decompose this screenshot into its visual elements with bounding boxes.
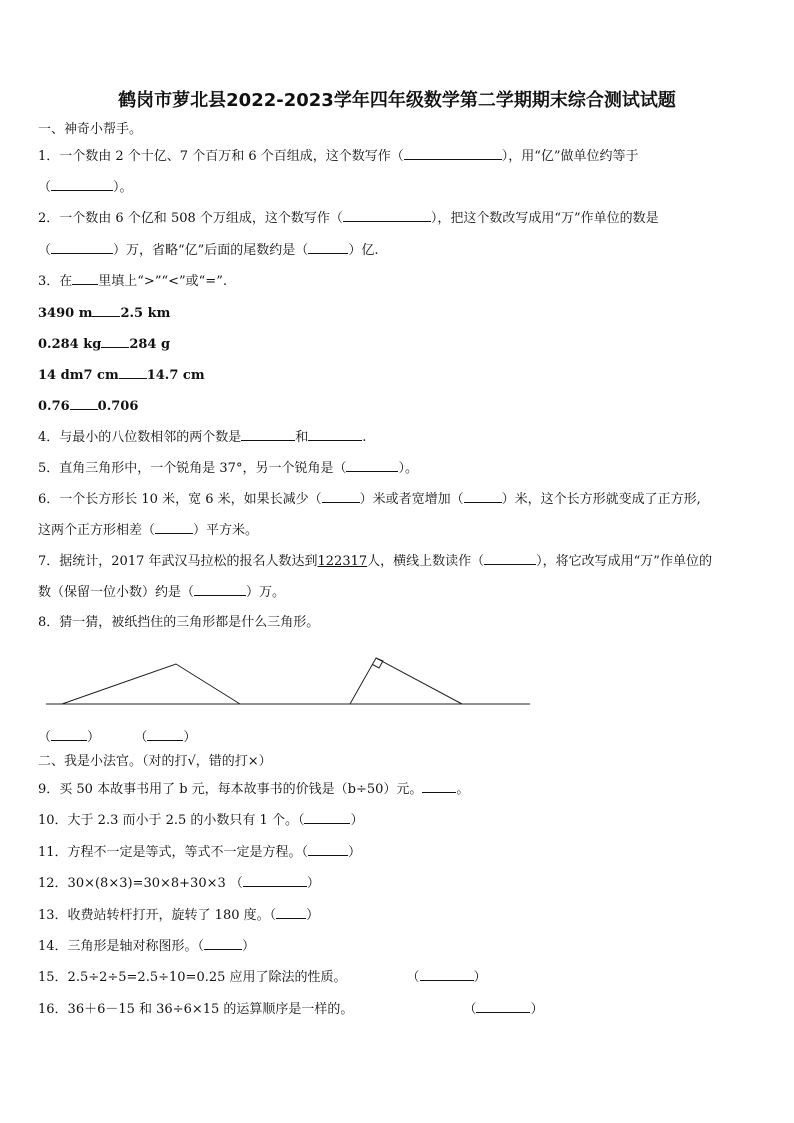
answer-blank[interactable]: [51, 178, 113, 191]
question-5: 5．直角三角形中，一个锐角是 37°，另一个锐角是（ ）。: [38, 461, 418, 476]
question-7-line2: 数（保留一位小数）约是（ ）万。: [38, 585, 286, 600]
compare-item: 14 dm7 cm 14.7 cm: [38, 368, 205, 383]
answer-blank[interactable]: [241, 428, 295, 441]
question-10: 10．大于 2.3 而小于 2.5 的小数只有 1 个。（ ）: [38, 813, 364, 828]
answer-blank[interactable]: [147, 728, 183, 741]
answer-blank[interactable]: [119, 366, 147, 379]
answer-blank[interactable]: [155, 521, 193, 534]
page-title: 鹤岗市萝北县2022-2023学年四年级数学第二学期期末综合测试试题: [118, 90, 676, 111]
answer-blank[interactable]: [276, 906, 306, 919]
question-7-line1: 7．据统计，2017 年武汉马拉松的报名人数达到122317人，横线上数读作（ ），将它改写成用“万”作单位的: [38, 554, 712, 569]
answer-blank[interactable]: [476, 1000, 530, 1013]
question-12: 12．30×(8×3)=30×8+30×3 （ ）: [38, 876, 320, 891]
answer-blank[interactable]: [420, 968, 474, 981]
answer-blank[interactable]: [72, 272, 98, 285]
answer-blank[interactable]: [101, 335, 129, 348]
answer-blank[interactable]: [422, 780, 456, 793]
question-13: 13．收费站转杆打开，旋转了 180 度。（ ）: [38, 908, 320, 923]
compare-item: 0.76 0.706: [38, 399, 139, 414]
question-15: 15．2.5÷2÷5=2.5÷10=0.25 应用了除法的性质。 （ ）: [38, 970, 487, 985]
question-8: 8．猜一猜，被纸挡住的三角形都是什么三角形。: [38, 615, 320, 630]
answer-blank[interactable]: [322, 490, 360, 503]
answer-blank[interactable]: [343, 209, 431, 222]
hidden-triangles-figure: [38, 654, 538, 714]
answer-blank[interactable]: [308, 428, 362, 441]
section-2-heading: 二、我是小法官。（对的打√，错的打×）: [38, 754, 272, 769]
answer-blank[interactable]: [308, 843, 348, 856]
question-6-line1: 6．一个长方形长 10 米，宽 6 米，如果长减少（ ）米或者宽增加（ ）米，这个长方形就变成了正方形,: [38, 492, 701, 507]
triangle-2-partial: [350, 658, 462, 704]
question-8-answers: （ ） （ ）: [38, 730, 197, 745]
question-16: 16．36＋6－15 和 36÷6×15 的运算顺序是一样的。 （ ）: [38, 1002, 544, 1017]
question-9: 9．买 50 本故事书用了 b 元，每本故事书的价钱是（b÷50）元。 。: [38, 782, 470, 797]
answer-blank[interactable]: [51, 241, 113, 254]
answer-blank[interactable]: [194, 583, 246, 596]
answer-blank[interactable]: [51, 728, 87, 741]
section-1-heading: 一、神奇小帮手。: [38, 122, 143, 137]
question-6-line2: 这两个正方形相差（ ）平方米。: [38, 523, 259, 538]
answer-blank[interactable]: [484, 552, 536, 565]
question-1-line1: 1．一个数由 2 个十亿、7 个百万和 6 个百组成，这个数写作（ ），用“亿”做单位约等于: [38, 149, 639, 164]
answer-blank[interactable]: [92, 304, 120, 317]
answer-blank[interactable]: [243, 874, 307, 887]
question-3-prompt: 3．在 里填上“>”“<”或“=”.: [38, 274, 227, 289]
triangle-1-partial: [62, 664, 240, 704]
compare-item: 0.284 kg 284 g: [38, 337, 171, 352]
question-2-line2: （ ）万，省略“亿”后面的尾数约是（ ）亿.: [38, 243, 379, 258]
answer-blank[interactable]: [404, 147, 502, 160]
question-14: 14．三角形是轴对称图形。（ ）: [38, 939, 256, 954]
question-1-line2: （ ）。: [38, 180, 133, 195]
answer-blank[interactable]: [204, 937, 242, 950]
answer-blank[interactable]: [70, 397, 98, 410]
answer-blank[interactable]: [308, 241, 348, 254]
answer-blank[interactable]: [304, 811, 350, 824]
answer-blank[interactable]: [464, 490, 502, 503]
question-11: 11．方程不一定是等式，等式不一定是方程。（ ）: [38, 845, 362, 860]
answer-blank[interactable]: [346, 459, 398, 472]
compare-item: 3490 m 2.5 km: [38, 306, 171, 321]
question-4: 4．与最小的八位数相邻的两个数是 和 .: [38, 430, 367, 445]
question-2-line1: 2．一个数由 6 个亿和 508 个万组成，这个数写作（ ），把这个数改写成用“万”作单位的数是: [38, 211, 659, 226]
underlined-number: 122317: [317, 554, 368, 569]
